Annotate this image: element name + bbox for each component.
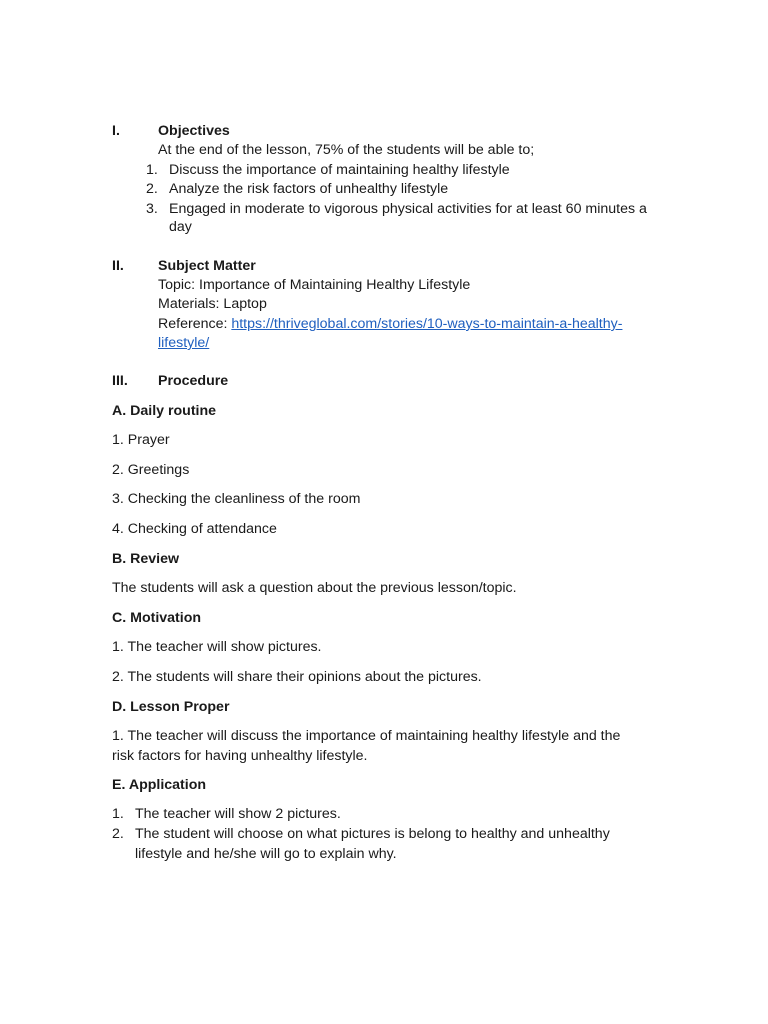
subject-topic: Topic: Importance of Maintaining Healthy Lifestyle — [158, 277, 471, 293]
reference-link[interactable]: https://thriveglobal.com/stories/10-ways-to-maintain-a-healthy- — [231, 316, 623, 332]
daily-routine-item: 3. Checking the cleanliness of the room — [112, 491, 361, 507]
application-item: The student will choose on what pictures is belong to healthy and unhealthy — [135, 826, 610, 842]
application-number: 2. — [112, 826, 124, 842]
application-item: The teacher will show 2 pictures. — [135, 806, 341, 822]
subsection-heading-lesson-proper: D. Lesson Proper — [112, 699, 230, 715]
subsection-heading-review: B. Review — [112, 551, 180, 567]
daily-routine-item: 2. Greetings — [112, 462, 190, 478]
daily-routine-item: 4. Checking of attendance — [112, 521, 277, 537]
section-heading-objectives: Objectives — [158, 123, 230, 139]
objectives-intro: At the end of the lesson, 75% of the students will be able to; — [158, 142, 535, 158]
section-numeral-objectives: I. — [112, 123, 120, 139]
section-heading-procedure: Procedure — [158, 373, 229, 389]
application-item-continued: lifestyle and he/she will go to explain why. — [135, 846, 397, 862]
objective-number: 1. — [146, 162, 158, 178]
section-numeral-procedure: III. — [112, 373, 128, 389]
subject-materials: Materials: Laptop — [158, 296, 267, 312]
subject-reference — [158, 315, 622, 334]
application-number: 1. — [112, 806, 124, 822]
section-heading-subject-matter: Subject Matter — [158, 258, 256, 274]
section-numeral-subject-matter: II. — [112, 258, 124, 274]
objective-number: 3. — [146, 201, 158, 217]
subsection-heading-motivation: C. Motivation — [112, 610, 202, 626]
lesson-proper-text-continued: risk factors for having unhealthy lifestyle. — [112, 748, 368, 764]
motivation-item: 1. The teacher will show pictures. — [112, 639, 322, 655]
objective-number: 2. — [146, 181, 158, 197]
objective-item-continued: day — [169, 219, 192, 235]
reference-label: Reference: — [158, 316, 232, 332]
subsection-heading-daily-routine: A. Daily routine — [112, 403, 217, 419]
reference-link-continued[interactable]: lifestyle/ — [158, 335, 210, 351]
subsection-heading-application: E. Application — [112, 777, 207, 793]
daily-routine-item: 1. Prayer — [112, 432, 170, 448]
review-text: The students will ask a question about the previous lesson/topic. — [112, 580, 517, 596]
objective-item: Engaged in moderate to vigorous physical activities for at least 60 minutes a — [169, 201, 647, 217]
motivation-item: 2. The students will share their opinions about the pictures. — [112, 669, 482, 685]
lesson-proper-text: 1. The teacher will discuss the importance of maintaining healthy lifestyle and the — [112, 728, 621, 744]
objective-item: Discuss the importance of maintaining healthy lifestyle — [169, 162, 510, 178]
objective-item: Analyze the risk factors of unhealthy lifestyle — [169, 181, 449, 197]
